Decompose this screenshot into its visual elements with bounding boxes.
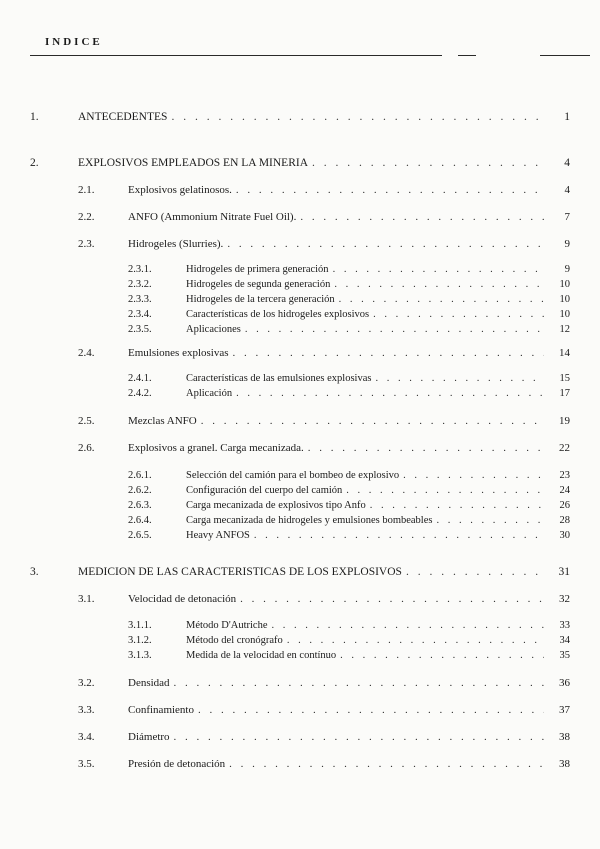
toc-entry-number: 3.2. [78, 677, 95, 689]
toc-entry-page: 26 [559, 500, 570, 511]
toc-entry [128, 485, 570, 496]
toc-entry-title: Explosivos a granel. Carga mecanizada. [128, 442, 304, 454]
toc-leader-dots [308, 442, 544, 454]
toc-entry-page: 33 [559, 620, 570, 631]
toc-entry-page: 12 [559, 324, 570, 335]
toc-leader-dots [198, 704, 544, 716]
toc-entry-page: 19 [559, 415, 570, 427]
toc-entry-title: Hidrogeles de segunda generación [186, 279, 331, 290]
toc-entry-page: 31 [558, 566, 570, 578]
toc-entry-title: Heavy ANFOS [186, 530, 250, 541]
toc-entry-number: 2.3. [78, 238, 95, 250]
toc-entry-title: Método del cronógrafo [186, 635, 283, 646]
toc-entry-title: Densidad [128, 677, 170, 689]
toc-entry-number: 3. [30, 566, 39, 578]
toc-entry-number: 2.3.2. [128, 279, 152, 290]
toc-entry-page: 36 [559, 677, 570, 689]
toc-entry-page: 38 [559, 731, 570, 743]
toc-entry-title: MEDICION DE LAS CARACTERISTICAS DE LOS EXPLOSIVOS [78, 566, 402, 578]
toc-entry [30, 566, 570, 578]
toc-entry-number: 1. [30, 111, 39, 123]
toc-entry-page: 28 [559, 515, 570, 526]
toc-entry-title: Características de los hidrogeles explosivos [186, 309, 370, 320]
toc-leader-dots [333, 264, 544, 275]
toc-leader-dots [312, 157, 544, 169]
toc-entry-title: Aplicación [186, 388, 233, 399]
toc-entry [128, 324, 570, 335]
toc-entry-number: 2.4.1. [128, 373, 152, 384]
toc-entry [78, 415, 570, 427]
toc-entry-page: 10 [559, 279, 570, 290]
toc-entry [128, 530, 570, 541]
toc-entry-title: Velocidad de detonación [128, 593, 237, 605]
toc-entry [30, 157, 570, 169]
toc-entry-number: 2.5. [78, 415, 95, 427]
toc-entry-page: 22 [559, 442, 570, 454]
toc-entry [78, 731, 570, 743]
toc-leader-dots [233, 347, 544, 359]
toc-entry [78, 238, 570, 250]
toc-entry-page: 4 [564, 184, 570, 196]
toc-entry-number: 3.1.3. [128, 650, 152, 661]
toc-leader-dots [370, 500, 544, 511]
toc-leader-dots [245, 324, 544, 335]
toc-entry-title: Mezclas ANFO [128, 415, 197, 427]
toc-entry-number: 3.1.2. [128, 635, 152, 646]
toc-entry-title: Emulsiones explosivas [128, 347, 229, 359]
toc-entry [128, 294, 570, 305]
toc-entry [128, 309, 570, 320]
toc-entry [78, 677, 570, 689]
toc-leader-dots [174, 677, 544, 689]
toc-leader-dots [436, 515, 544, 526]
toc-entry [78, 758, 570, 770]
toc-leader-dots [334, 279, 544, 290]
toc-leader-dots [373, 309, 544, 320]
toc-leader-dots [272, 620, 545, 631]
toc-entry-title: Método D'Autriche [186, 620, 268, 631]
toc-leader-dots [236, 184, 544, 196]
toc-entry [128, 515, 570, 526]
toc-entry-page: 7 [564, 211, 570, 223]
toc-entry-number: 3.4. [78, 731, 95, 743]
toc-entry-title: Hidrogeles de primera generación [186, 264, 329, 275]
toc-entry-title: ANTECEDENTES [78, 111, 168, 123]
toc-entry-number: 2.2. [78, 211, 95, 223]
toc-entry [128, 279, 570, 290]
toc-entry-title: Hidrogeles de la tercera generación [186, 294, 335, 305]
toc-entry-title: Aplicaciones [186, 324, 241, 335]
toc-entry-title: Confinamiento [128, 704, 194, 716]
toc-leader-dots [403, 470, 544, 481]
toc-entry [78, 184, 570, 196]
toc-entry-page: 10 [559, 294, 570, 305]
toc-entry-number: 2.6.3. [128, 500, 152, 511]
toc-entry [128, 264, 570, 275]
toc-entry-title: ANFO (Ammonium Nitrate Fuel Oil). [128, 211, 297, 223]
toc-leader-dots [171, 111, 544, 123]
toc-entry-page: 15 [559, 373, 570, 384]
toc-entry [78, 211, 570, 223]
toc-entry [78, 704, 570, 716]
toc-entry-page: 14 [559, 347, 570, 359]
toc-entry-title: Presión de detonación [128, 758, 226, 770]
toc-entry-page: 10 [559, 309, 570, 320]
toc-entry [30, 111, 570, 123]
toc-entry [128, 388, 570, 399]
toc-entry-page: 9 [564, 238, 570, 250]
toc-entry-page: 1 [564, 111, 570, 123]
toc-entry-page: 30 [559, 530, 570, 541]
toc-entry-number: 3.3. [78, 704, 95, 716]
toc-leader-dots [339, 294, 544, 305]
toc-entry-page: 32 [559, 593, 570, 605]
toc-entry [128, 650, 570, 661]
toc-leader-dots [375, 373, 544, 384]
toc-leader-dots [346, 485, 544, 496]
toc-entry-number: 3.1.1. [128, 620, 152, 631]
toc-entry-page: 17 [559, 388, 570, 399]
toc-entry-title: Medida de la velocidad en contínuo [186, 650, 337, 661]
toc-entry-number: 2.6.4. [128, 515, 152, 526]
page-title: INDICE [45, 36, 103, 48]
toc-entry-number: 2.6.2. [128, 485, 152, 496]
toc-leader-dots [300, 211, 544, 223]
toc-entry-number: 3.5. [78, 758, 95, 770]
toc-entry [128, 620, 570, 631]
toc-entry-page: 9 [564, 264, 570, 275]
toc-entry [78, 347, 570, 359]
toc-entry-title: Hidrogeles (Slurries). [128, 238, 224, 250]
toc-entry-page: 38 [559, 758, 570, 770]
toc-entry-page: 24 [559, 485, 570, 496]
toc-entry [78, 442, 570, 454]
toc-entry-number: 2.6.5. [128, 530, 152, 541]
toc-entry-page: 23 [559, 470, 570, 481]
toc-leader-dots [201, 415, 544, 427]
toc-entry-title: Carga mecanizada de hidrogeles y emulsiones bombeables [186, 515, 433, 526]
toc-entry-title: Características de las emulsiones explosivas [186, 373, 372, 384]
toc-leader-dots [227, 238, 544, 250]
toc-entry [128, 373, 570, 384]
toc-entry-number: 2.3.1. [128, 264, 152, 275]
toc-entry [78, 593, 570, 605]
toc-entry-number: 2.6.1. [128, 470, 152, 481]
toc-entry-title: Selección del camión para el bombeo de explosivo [186, 470, 400, 481]
toc-leader-dots [236, 388, 544, 399]
toc-leader-dots [287, 635, 544, 646]
toc-entry-page: 37 [559, 704, 570, 716]
toc-entry-number: 2.4. [78, 347, 95, 359]
toc-entry-title: Configuración del cuerpo del camión [186, 485, 343, 496]
toc-entry-number: 2.3.5. [128, 324, 152, 335]
toc-entry [128, 500, 570, 511]
toc-entry-number: 2.4.2. [128, 388, 152, 399]
toc-leader-dots [406, 566, 544, 578]
toc-entry-number: 2. [30, 157, 39, 169]
toc-entry-number: 2.3.3. [128, 294, 152, 305]
toc-entry-title: EXPLOSIVOS EMPLEADOS EN LA MINERIA [78, 157, 309, 169]
toc-entry-title: Explosivos gelatinosos. [128, 184, 232, 196]
toc-leader-dots [174, 731, 544, 743]
toc-entry-title: Carga mecanizada de explosivos tipo Anfo [186, 500, 366, 511]
toc-entry-number: 2.6. [78, 442, 95, 454]
toc-leader-dots [229, 758, 544, 770]
toc-entry-number: 2.3.4. [128, 309, 152, 320]
toc-leader-dots [254, 530, 544, 541]
toc-leader-dots [340, 650, 544, 661]
toc-leader-dots [240, 593, 544, 605]
toc-entry-page: 4 [564, 157, 570, 169]
toc-entry-page: 34 [559, 635, 570, 646]
toc-entry [128, 635, 570, 646]
toc-entry-number: 3.1. [78, 593, 95, 605]
toc-entry [128, 470, 570, 481]
toc-entry-title: Diámetro [128, 731, 170, 743]
toc-entry-number: 2.1. [78, 184, 95, 196]
toc-entry-page: 35 [559, 650, 570, 661]
